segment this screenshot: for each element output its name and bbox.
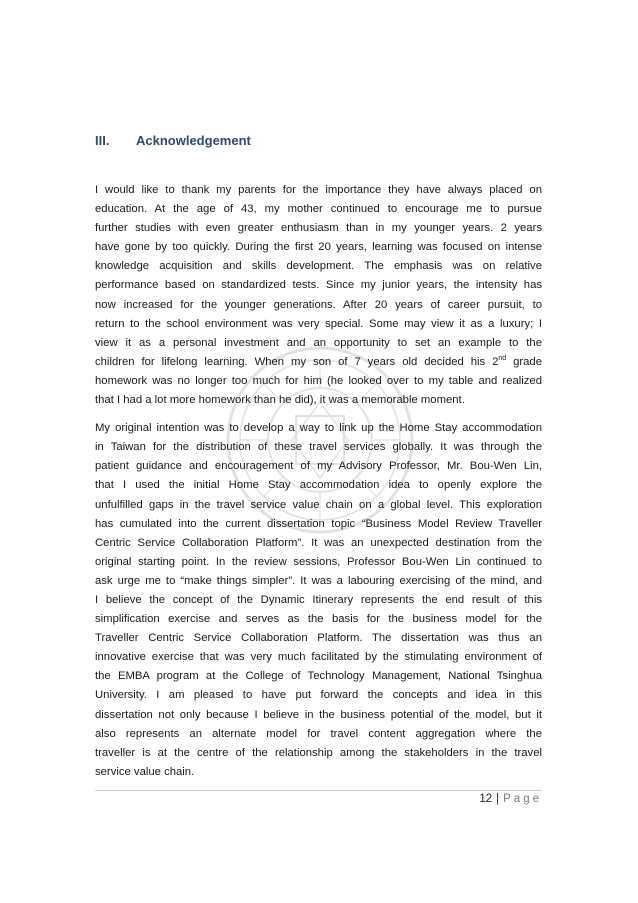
text-line: traveller is at the centre of the relationship among the stakeholders in the travel — [95, 746, 542, 759]
page-label: Page — [503, 793, 542, 805]
text-line: return to the school environment was very special. Some may view it as a luxury; I — [95, 317, 542, 330]
text-line: have gone by too quickly. During the first 20 years, learning was focused on intense — [95, 241, 542, 254]
text-line: the EMBA program at the College of Technology Management, National Tsinghua — [95, 670, 542, 683]
text-line: University. I am pleased to have put forward the concepts and idea in this — [95, 689, 542, 702]
text-line: simplification exercise and serves as the basis for the business model for the — [95, 613, 542, 626]
text-line-with-superscript — [95, 353, 542, 372]
page-number: 12 — [479, 793, 493, 805]
text-fragment: children for lifelong learning. When my son of 7 years old decided his 2 — [95, 355, 499, 368]
footer-separator: | — [496, 793, 500, 805]
text-line: Centric Service Collaboration Platform”. It was an unexpected destination from the — [95, 536, 542, 549]
text-line: education. At the age of 43, my mother continued to encourage me to pursue — [95, 203, 542, 216]
text-line: ask urge me to “make things simpler”. It was a labouring exercising of the mind, and — [95, 574, 542, 587]
text-line: I believe the concept of the Dynamic Itinerary represents the end result of this — [95, 593, 542, 606]
paragraph-2 — [95, 419, 542, 782]
text-line: homework was no longer too much for him (he looked over to my table and realized — [95, 374, 542, 387]
text-line: that I used the initial Home Stay accommodation idea to openly explore the — [95, 479, 542, 492]
text-line: original starting point. In the review sessions, Professor Bou-Wen Lin continued to — [95, 555, 542, 568]
document-body — [95, 181, 542, 782]
page-footer — [479, 793, 542, 805]
text-line: dissertation not only because I believe in the business potential of the model, but it — [95, 708, 542, 721]
section-number: III. — [95, 133, 110, 148]
text-line: I would like to thank my parents for the importance they have always placed on — [95, 184, 542, 196]
text-line: service value chain. — [95, 765, 195, 778]
text-line: patient guidance and encouragement of my Advisory Professor, Mr. Bou-Wen Lin, — [95, 460, 542, 473]
paragraph-1 — [95, 181, 542, 410]
ordinal-superscript: nd — [498, 355, 507, 363]
text-fragment: grade — [506, 355, 542, 368]
text-line: has cumulated into the current dissertation topic “Business Model Review Traveller — [95, 517, 542, 530]
text-line: My original intention was to develop a way to link up the Home Stay accommodation — [95, 422, 542, 435]
text-line: view it as a personal investment and an opportunity to set an example to the — [95, 336, 542, 349]
text-line: knowledge acquisition and skills development. The emphasis was on relative — [95, 260, 542, 273]
text-line: in Taiwan for the distribution of these travel services globally. It was through the — [95, 441, 542, 454]
text-line: performance based on standardized tests. Since my junior years, the intensity has — [95, 279, 542, 292]
text-line: Traveller Centric Service Collaboration Platform. The dissertation was thus an — [95, 632, 542, 645]
footer-divider — [95, 790, 542, 791]
text-line: also represents an alternate model for travel content aggregation where the — [95, 727, 542, 740]
text-line: further studies with even greater enthusiasm than in my younger years. 2 years — [95, 222, 542, 235]
section-heading — [95, 133, 251, 148]
section-title: Acknowledgement — [136, 133, 251, 148]
text-line: now increased for the younger generations. After 20 years of career pursuit, to — [95, 298, 542, 311]
text-line: that I had a lot more homework than he did), it was a memorable moment. — [95, 394, 465, 407]
text-line: innovative exercise that was very much facilitated by the stimulating environment of — [95, 651, 542, 664]
text-line: unfulfilled gaps in the travel service value chain on a global level. This exploration — [95, 498, 542, 511]
